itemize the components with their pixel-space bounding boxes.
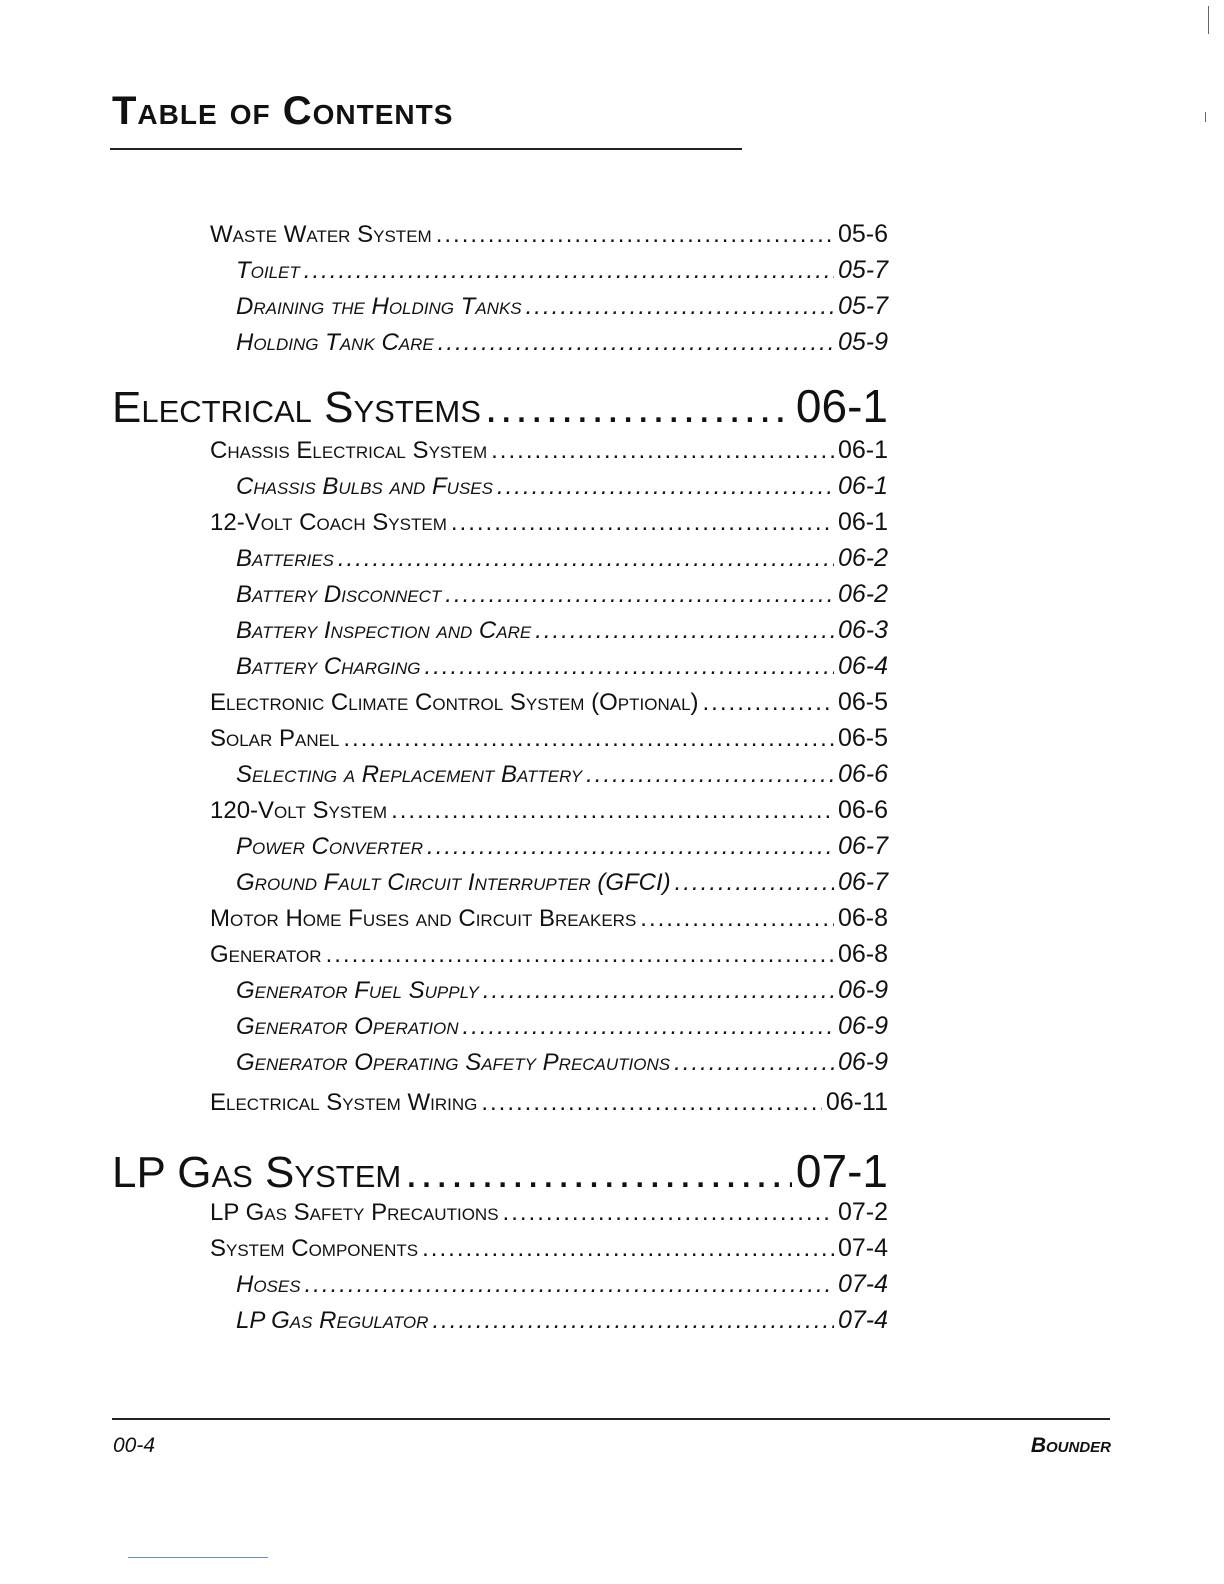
toc-page-number: 06-7 [837, 832, 888, 860]
toc-entry-title: Hoses [236, 1271, 301, 1298]
toc-page-number: 06-9 [837, 1012, 888, 1040]
scan-mark [1205, 112, 1206, 122]
toc-entry-title: Generator [210, 941, 322, 968]
toc-page-number: 06-9 [837, 1048, 888, 1076]
toc-page-number: 07-4 [837, 1270, 888, 1298]
toc-entry-row [210, 684, 888, 721]
dot-leader [535, 613, 834, 649]
toc-page-number: 06-6 [837, 796, 888, 824]
dot-leader [304, 253, 834, 289]
dot-leader [432, 1303, 834, 1339]
toc-page-number: 06-8 [837, 940, 888, 968]
dot-leader [436, 217, 834, 253]
toc-entry-row [210, 216, 888, 253]
toc-entry-row [236, 288, 888, 325]
dot-leader [391, 793, 834, 829]
dot-leader [526, 289, 834, 325]
dot-leader [305, 1267, 834, 1303]
toc-entry-row [236, 1008, 888, 1045]
dot-leader [497, 469, 834, 505]
dot-leader [343, 721, 834, 757]
toc-page-number: 06-9 [837, 976, 888, 1004]
page-title: Table of Contents [112, 89, 454, 133]
toc-entry-row [236, 756, 888, 793]
toc-page-number: 06-1 [795, 380, 888, 432]
toc-entry-row [236, 324, 888, 361]
toc-entry-title: Power Converter [236, 833, 424, 860]
toc-entry-title: Chassis Bulbs and Fuses [236, 473, 493, 500]
dot-leader [503, 1195, 834, 1231]
toc-entry-title: Holding Tank Care [236, 329, 434, 356]
dot-leader [674, 1045, 834, 1081]
toc-page-number: 06-1 [837, 508, 888, 536]
dot-leader [481, 1085, 822, 1121]
toc-page-number: 06-8 [837, 904, 888, 932]
toc-entry-row [210, 900, 888, 937]
toc-entry-title: Battery Disconnect [236, 581, 442, 608]
scan-mark [1208, 6, 1209, 34]
dot-leader [485, 380, 792, 436]
toc-section-row [112, 1143, 888, 1201]
toc-page-number: 07-1 [795, 1145, 888, 1197]
toc-entry-row [236, 648, 888, 685]
dot-leader [427, 829, 834, 865]
toc-entry-row [236, 1266, 888, 1303]
toc-page-number: 06-4 [837, 652, 888, 680]
toc-page-number: 05-6 [837, 220, 888, 248]
toc-page-number: 07-4 [837, 1306, 888, 1334]
toc-page-number: 06-5 [837, 724, 888, 752]
toc-page-number: 06-6 [837, 760, 888, 788]
toc-page-number: 06-1 [837, 436, 888, 464]
dot-leader [338, 541, 834, 577]
toc-entry-title: Motor Home Fuses and Circuit Breakers [210, 905, 637, 932]
toc-entry-row [236, 864, 888, 901]
toc-entry-row [236, 576, 888, 613]
footer-page-number: 00-4 [113, 1434, 156, 1457]
toc-entry-row [210, 720, 888, 757]
toc-page-number: 07-4 [837, 1234, 888, 1262]
toc-entry-title: Chassis Electrical System [210, 437, 488, 464]
dot-leader [703, 685, 834, 721]
dot-leader [425, 649, 834, 685]
toc-entry-row [210, 936, 888, 973]
toc-entry-row [210, 792, 888, 829]
toc-entry-row [236, 1044, 888, 1081]
toc-page-number: 05-7 [837, 256, 888, 284]
toc-entry-title: Electrical System Wiring [210, 1089, 478, 1116]
dot-leader [451, 505, 834, 541]
toc-section-title: Electrical Systems [112, 383, 481, 432]
dot-leader [675, 865, 834, 901]
toc-entry-row [236, 540, 888, 577]
toc-page-number: 06-5 [837, 688, 888, 716]
toc-entry-title: Generator Operation [236, 1013, 459, 1040]
toc-entry-row [236, 468, 888, 505]
toc-entry-title: LP Gas Safety Precautions [210, 1199, 499, 1226]
toc-page-number: 06-1 [837, 472, 888, 500]
dot-leader [438, 325, 834, 361]
toc-entry-row [210, 432, 888, 469]
toc-entry-title: Battery Charging [236, 653, 421, 680]
toc-page-number: 07-2 [837, 1198, 888, 1226]
toc-entry-title: Generator Fuel Supply [236, 977, 479, 1004]
dot-leader [586, 757, 834, 793]
toc-entry-title: System Components [210, 1235, 419, 1262]
toc-entry-row [236, 828, 888, 865]
title-divider [110, 148, 742, 150]
toc-entry-row [210, 1084, 888, 1121]
toc-entry-title: Electronic Climate Control System (Optional) [210, 689, 699, 716]
dot-leader [422, 1231, 834, 1267]
toc-entry-title: 120-Volt System [210, 797, 388, 824]
toc-page-number: 06-11 [825, 1088, 888, 1116]
dot-leader [483, 973, 834, 1009]
toc-entry-title: Ground Fault Circuit Interrupter (GFCI) [236, 869, 671, 896]
toc-entry-title: Battery Inspection and Care [236, 617, 532, 644]
toc-entry-row [236, 252, 888, 289]
dot-leader [326, 937, 834, 973]
toc-section-title: LP Gas System [112, 1148, 402, 1197]
toc-entry-title: Solar Panel [210, 725, 340, 752]
dot-leader [405, 1145, 792, 1201]
toc-entry-row [236, 612, 888, 649]
toc-entry-row [210, 504, 888, 541]
dot-leader [463, 1009, 834, 1045]
toc-page-number: 05-7 [837, 292, 888, 320]
dot-leader [491, 433, 834, 469]
dot-leader [445, 577, 834, 613]
toc-entry-title: LP Gas Regulator [236, 1307, 429, 1334]
dot-leader [640, 901, 834, 937]
toc-section-row [112, 378, 888, 436]
toc-entry-title: Generator Operating Safety Precautions [236, 1049, 671, 1076]
toc-entry-title: Draining the Holding Tanks [236, 293, 522, 320]
footer-divider [112, 1418, 1110, 1420]
toc-entry-title: Waste Water System [210, 221, 432, 248]
toc-entry-title: Batteries [236, 545, 334, 572]
toc-entry-title: 12-Volt Coach System [210, 509, 447, 536]
toc-entry-row [236, 972, 888, 1009]
toc-entry-row [210, 1194, 888, 1231]
footer-brand: Bounder [1030, 1434, 1111, 1457]
toc-page-number: 06-7 [837, 868, 888, 896]
toc-page-number: 06-2 [837, 544, 888, 572]
toc-entry-row [236, 1302, 888, 1339]
scan-artifact-line [128, 1557, 268, 1558]
toc-page-number: 05-9 [837, 328, 888, 356]
toc-page-number: 06-3 [837, 616, 888, 644]
toc-entry-title: Selecting a Replacement Battery [236, 761, 583, 788]
toc-entry-title: Toilet [236, 257, 300, 284]
toc-page-number: 06-2 [837, 580, 888, 608]
toc-entry-row [210, 1230, 888, 1267]
